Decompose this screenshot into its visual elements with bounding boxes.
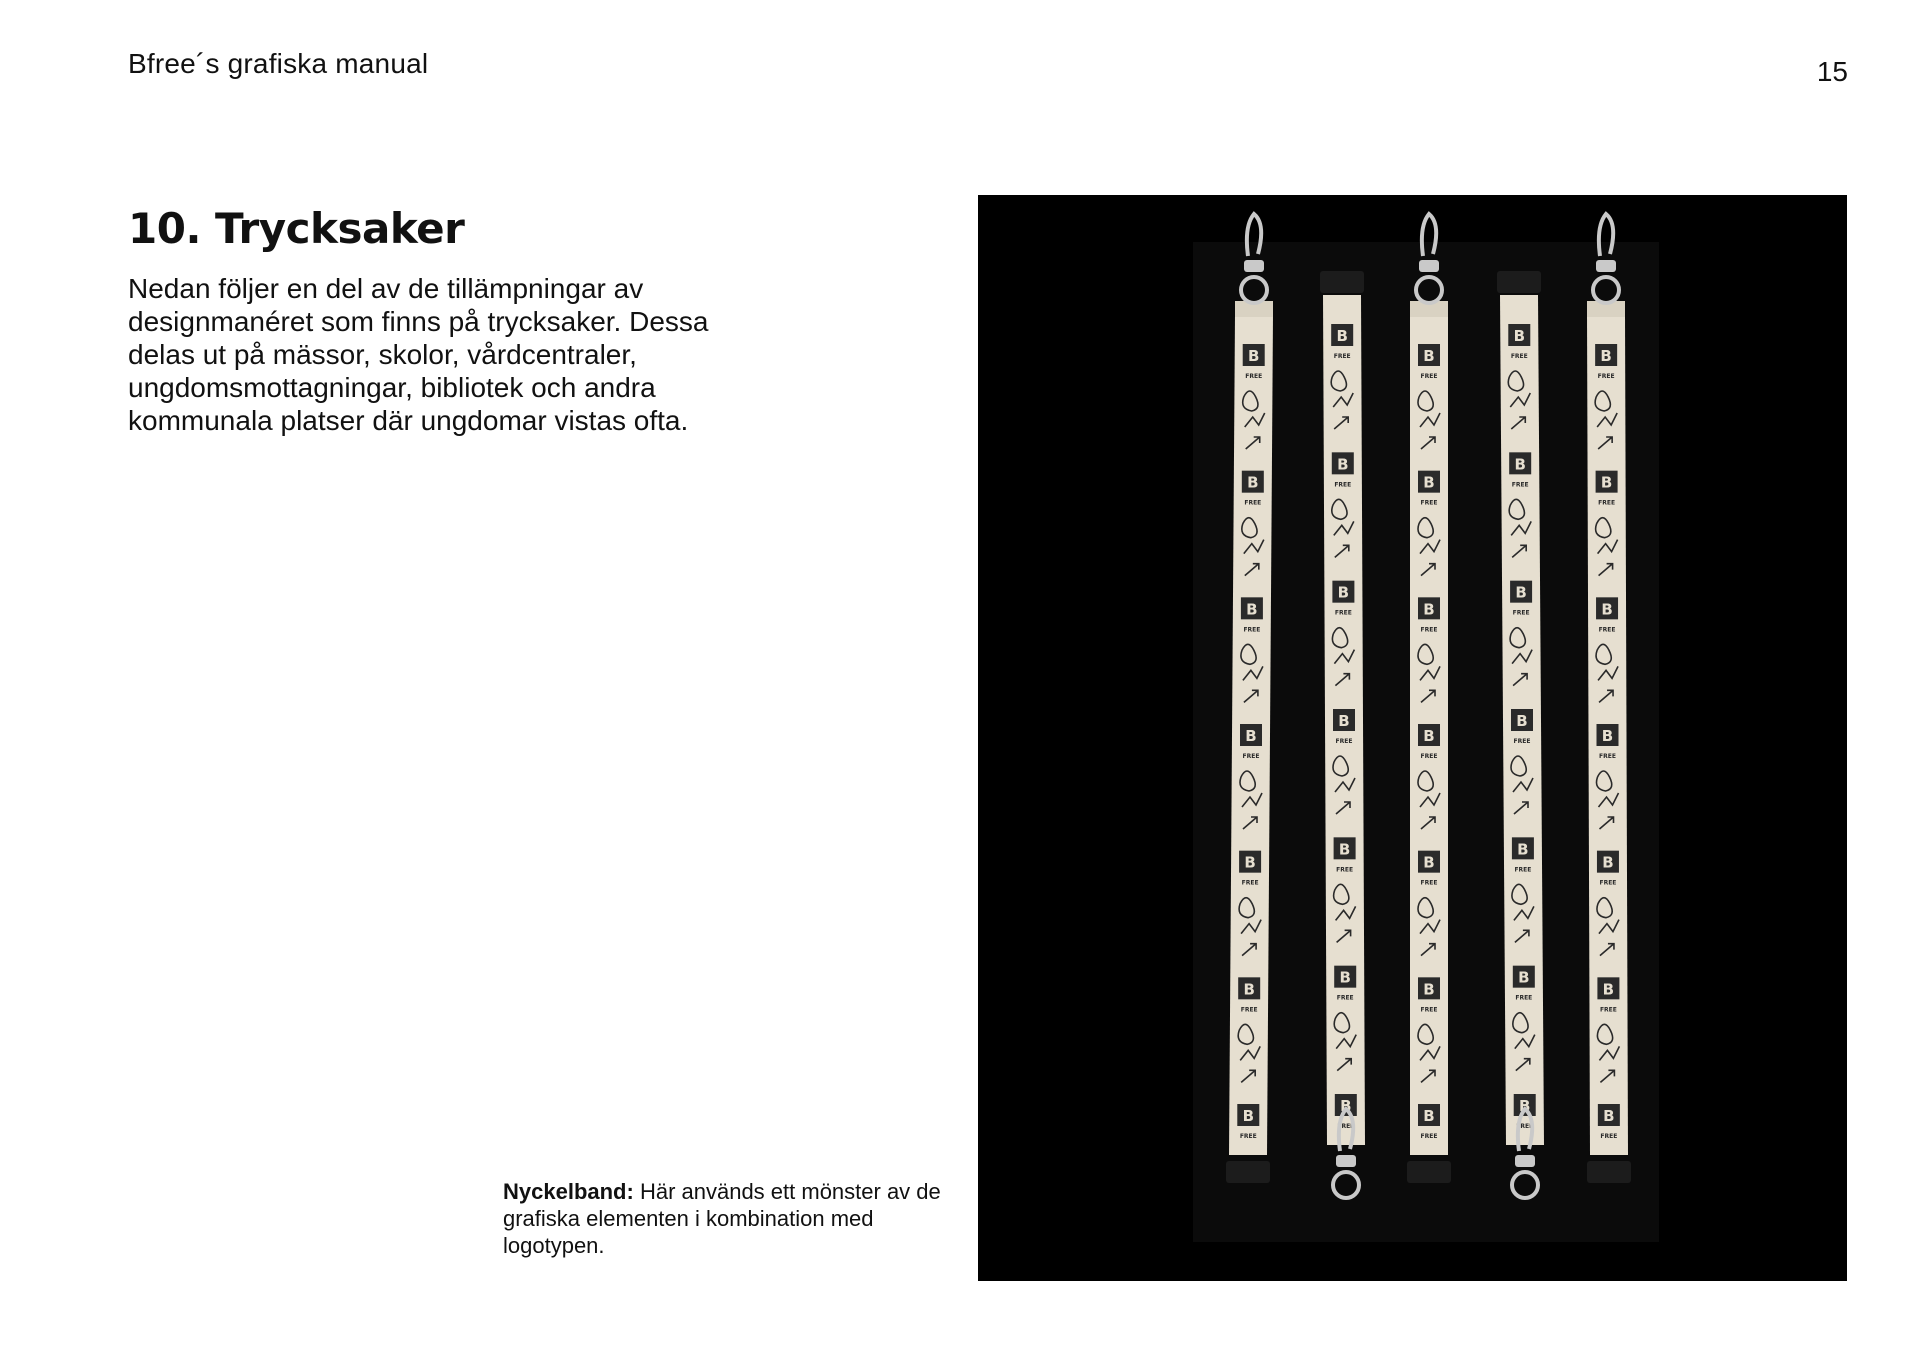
- logo-word: FREE: [1510, 353, 1528, 360]
- logo-letter: B: [1603, 1107, 1615, 1125]
- logo-letter: B: [1245, 727, 1257, 745]
- lanyard-3: [1410, 301, 1448, 1155]
- caption-text: Här används ett mönster av de grafiska elementen i kombination med logotypen.: [503, 1179, 941, 1258]
- logo-word: FREE: [1600, 1133, 1618, 1140]
- logo-word: FREE: [1241, 879, 1259, 887]
- logo-letter: B: [1600, 347, 1612, 365]
- logo-letter: B: [1600, 473, 1613, 492]
- logo-word: FREE: [1244, 499, 1262, 507]
- lanyards-photo: [978, 195, 1847, 1281]
- logo-word: FREE: [1420, 879, 1438, 887]
- logo-word: FREE: [1242, 753, 1260, 760]
- logo-letter: B: [1423, 600, 1435, 619]
- logo-word: FREE: [1420, 373, 1438, 380]
- logo-letter: B: [1518, 1097, 1531, 1115]
- lanyard-4: [1500, 295, 1544, 1145]
- logo-letter: B: [1517, 840, 1529, 859]
- section-title: 10. Trycksaker: [128, 204, 465, 253]
- clip-crimp: [1336, 1155, 1356, 1167]
- lanyards-illustration: [978, 195, 1847, 1281]
- photo-caption: [503, 1178, 973, 1259]
- logo-letter: B: [1247, 473, 1259, 492]
- logo-letter: B: [1338, 840, 1351, 859]
- logo-word: FREE: [1598, 626, 1616, 634]
- logo-word: FREE: [1599, 1006, 1617, 1014]
- logo-letter: B: [1244, 853, 1256, 872]
- lanyard-top-tab: [1497, 271, 1541, 293]
- lanyard-bottom-tab: [1226, 1161, 1270, 1183]
- logo-word: FREE: [1336, 994, 1354, 1002]
- logo-letter: B: [1337, 583, 1350, 602]
- lanyard-bottom-tab: [1407, 1161, 1451, 1183]
- logo-word: FREE: [1240, 1006, 1258, 1014]
- clip-crimp: [1596, 260, 1616, 272]
- logo-letter: B: [1338, 712, 1350, 730]
- logo-word: FREE: [1597, 373, 1615, 380]
- logo-letter: B: [1601, 600, 1613, 619]
- logo-letter: B: [1513, 327, 1526, 345]
- logo-letter: B: [1514, 455, 1526, 474]
- lanyard-5: [1587, 301, 1628, 1155]
- running-header: Bfree´s grafiska manual: [128, 48, 429, 79]
- logo-word: FREE: [1333, 353, 1351, 360]
- logo-letter: B: [1336, 327, 1348, 345]
- logo-word: FREE: [1513, 738, 1531, 745]
- logo-letter: B: [1243, 980, 1255, 999]
- logo-word: FREE: [1243, 626, 1261, 634]
- clip-crimp: [1244, 260, 1264, 272]
- logo-word: FREE: [1516, 1123, 1534, 1130]
- logo-word: FREE: [1420, 753, 1438, 760]
- lanyard-2: [1323, 295, 1365, 1145]
- logo-letter: B: [1247, 347, 1260, 365]
- caption-label: Nyckelband:: [503, 1179, 634, 1204]
- logo-letter: B: [1340, 1097, 1352, 1115]
- logo-word: FREE: [1515, 994, 1533, 1002]
- logo-word: FREE: [1334, 609, 1352, 617]
- logo-word: FREE: [1335, 738, 1353, 745]
- logo-letter: B: [1423, 347, 1435, 365]
- page-number: 15: [1816, 56, 1848, 87]
- logo-word: FREE: [1334, 481, 1352, 489]
- logo-word: FREE: [1337, 1123, 1355, 1130]
- logo-letter: B: [1339, 968, 1351, 987]
- logo-letter: B: [1601, 727, 1614, 745]
- clip-crimp: [1419, 260, 1439, 272]
- logo-letter: B: [1242, 1107, 1255, 1125]
- logo-word: FREE: [1336, 866, 1354, 874]
- logo-word: FREE: [1511, 481, 1529, 489]
- logo-word: FREE: [1420, 626, 1438, 634]
- logo-word: FREE: [1512, 609, 1530, 617]
- logo-word: FREE: [1420, 499, 1438, 507]
- logo-letter: B: [1337, 455, 1349, 474]
- intro-paragraph: Nedan följer en del av de tillämpningar av designmanéret som finns på trycksaker. Dessa delas ut på mässor, skolor, vårdcentraler, ungdomsmottagningar, bibliotek och andra kommunala platser där ungdomar vistas ofta.: [128, 273, 709, 436]
- logo-letter: B: [1423, 853, 1435, 872]
- logo-word: FREE: [1239, 1133, 1257, 1140]
- logo-letter: B: [1516, 712, 1528, 730]
- logo-letter: B: [1518, 968, 1530, 987]
- lanyard-bottom-tab: [1587, 1161, 1631, 1183]
- logo-letter: B: [1423, 473, 1435, 492]
- logo-word: FREE: [1420, 1006, 1438, 1014]
- lanyard-top-tab: [1320, 271, 1364, 293]
- clip-crimp: [1515, 1155, 1535, 1167]
- logo-letter: B: [1602, 853, 1614, 872]
- logo-word: FREE: [1420, 1133, 1438, 1140]
- logo-letter: B: [1602, 980, 1615, 999]
- logo-letter: B: [1515, 583, 1527, 602]
- lanyard-1: [1229, 301, 1273, 1155]
- logo-word: FREE: [1599, 753, 1616, 760]
- logo-word: FREE: [1599, 879, 1617, 887]
- logo-letter: B: [1246, 600, 1258, 619]
- logo-letter: B: [1423, 727, 1435, 745]
- logo-word: FREE: [1514, 866, 1532, 874]
- logo-letter: B: [1423, 980, 1435, 999]
- logo-word: FREE: [1245, 373, 1263, 380]
- logo-word: FREE: [1598, 499, 1616, 507]
- logo-letter: B: [1423, 1107, 1435, 1125]
